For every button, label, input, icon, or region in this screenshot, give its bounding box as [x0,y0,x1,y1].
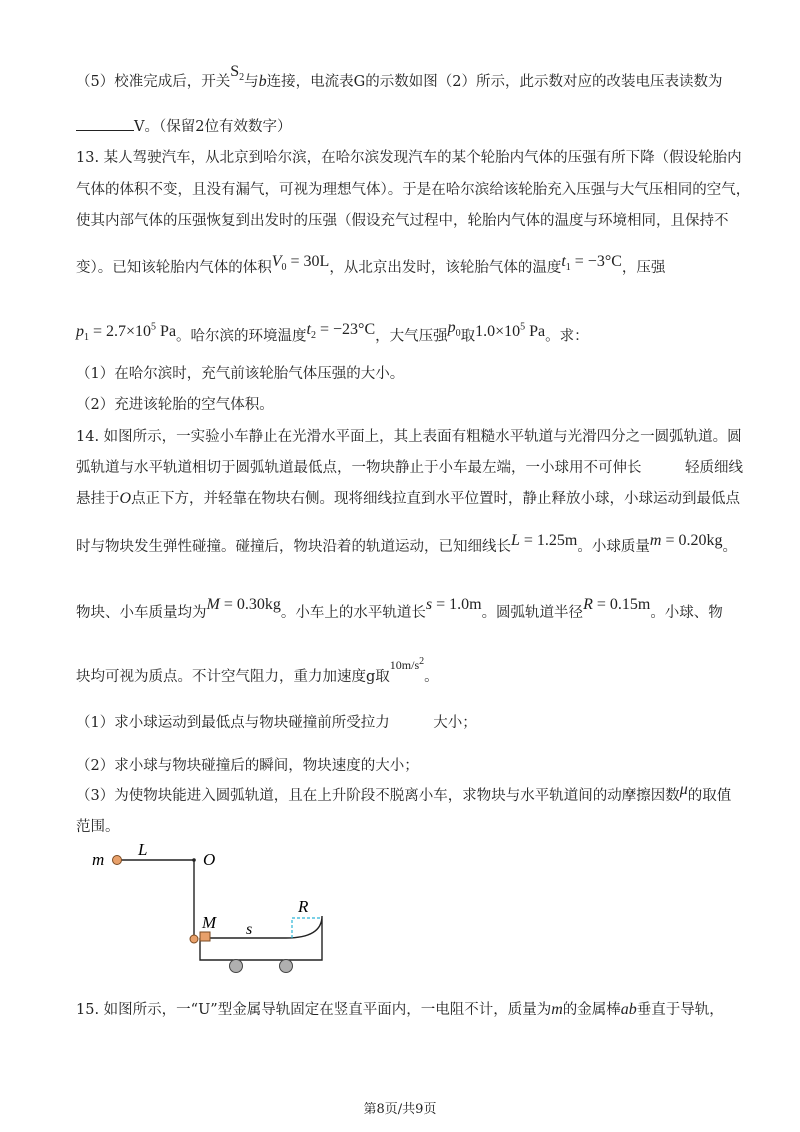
text: 与 [244,74,259,90]
text: 连接，电流表G的示数如图（2）所示，此示数对应的改装电压表读数为 [266,74,723,90]
q14-line5: 物块、小车质量均为M = 0.30kg。小车上的水平轨道长s = 1.0m。圆弧轨道半径R = 0.15m。小球、物 [76,596,723,621]
formula-g: 10m/s2 [389,656,425,672]
ball-m [113,856,122,865]
formula-L: L = 1.25m [511,532,578,549]
q14-line1: 14. 如图所示，一实验小车静止在光滑水平面上，其上表面有粗糙水平轨道与光滑四分之一圆弧轨道。圆 [76,429,742,445]
q13-subquestion-2: （2）充进该轮胎的空气体积。 [76,397,274,413]
q13-line4: 变）。已知该轮胎内气体的体积$V_0 = 30L$，从北京出发时，该轮胎气体的温度$t_1 = -3^\circ C$，压强 [76,253,666,276]
q13-line5: $p_1 = 2.7\times 10^5$ Pa。哈尔滨的环境温度$t_2 = -23^\circ C$，大气压强$p_0$取$1.0\times 10^5$ Pa。求： [76,319,589,345]
label-s: s [246,921,253,938]
formula-v0: $V_0 = 30L$ [271,253,330,274]
formula-p0: $p_0$ [447,319,461,340]
formula-t2: $t_2 = -23^\circ C$ [306,321,376,342]
formula-s: s = 1.0m [425,596,482,613]
cart-pendulum-figure [86,838,346,978]
wheel-right [280,960,293,973]
formula-t1: $t_1 = -3^\circ C$ [561,253,622,274]
label-L: L [138,840,148,859]
q14-subquestion-3: （3）为使物块能进入圆弧轨道，且在上升阶段不脱离小车，求物块与水平轨道间的动摩擦因数μ的取值 [76,781,732,804]
q13-line1: 13. 某人驾驶汽车，从北京到哈尔滨，在哈尔滨发现汽车的某个轮胎内气体的压强有所下降（假设轮胎内 [76,150,742,166]
q14-subquestion-2: （2）求小球与物块碰撞后的瞬间，物块速度的大小； [76,758,419,774]
q12-part5-line1 [76,63,723,98]
q14-subquestion-3-cont: 范围。 [76,819,120,835]
symbol-mu: μ [679,781,688,798]
wheel-left [230,960,243,973]
label-M: M [202,913,217,932]
q14-line2: 弧轨道与水平轨道相切于圆弧轨道最低点，一物块静止于小车最左端，一小球用不可伸长 轻质细线 [76,460,743,476]
formula-M: M = 0.30kg [206,596,281,613]
q14-line4: 时与物块发生弹性碰撞。碰撞后，物块沿着的轨道运动，已知细线长L = 1.25m。小球质量m = 0.20kg。 [76,532,737,555]
q15-line1: 15. 如图所示，一“U”型金属导轨固定在竖直平面内，一电阻不计，质量为m的金属棒ab垂直于导轨， [76,1001,724,1018]
var-b: b [258,73,267,90]
answer-blank[interactable] [76,116,134,131]
page-footer: 第8页/共9页 [363,1102,437,1117]
text: V。（保留2位有效数字） [134,119,292,135]
q14-line6: 块均可视为质点。不计空气阻力，重力加速度g取$^{10m/s^2}$。 [76,656,439,685]
label-R: R [298,897,309,916]
q13-subquestion-1: （1）在哈尔滨时，充气前该轮胎气体压强的大小。 [76,366,405,382]
formula-m: m = 0.20kg [649,532,723,549]
label-m: m [92,850,105,869]
q13-line2: 气体的体积不变，且没有漏气，可视为理想气体）。于是在哈尔滨给该轮胎充入压强与大气压相同的空气， [76,182,751,198]
q12-part5-line2 [76,116,291,137]
q14-subquestion-1: （1）求小球运动到最低点与物块碰撞前所受拉力 大小； [76,715,477,731]
formula-R: R = 0.15m [583,596,651,613]
switch-s2: $S_2$ [230,63,245,84]
q14-line3: 悬挂于O点正下方，并轻靠在物块右侧。现将细线拉直到水平位置时，静止释放小球，小球运动到最低点 [76,490,741,507]
cart-body [200,916,322,960]
block-M [200,932,210,941]
q13-line3: 使其内部气体的压强恢复到出发时的压强（假设充气过程中，轮胎内气体的温度与环境相同，且保持不 [76,213,729,229]
label-O: O [203,850,216,869]
ball-at-bottom [190,935,198,943]
formula-p1: $p_1 = 2.7\times 10^5$ Pa [76,322,177,344]
text: （5）校准完成后，开关 [76,74,231,90]
formula-p0-value: $1.0\times 10^5$ Pa [475,322,546,341]
